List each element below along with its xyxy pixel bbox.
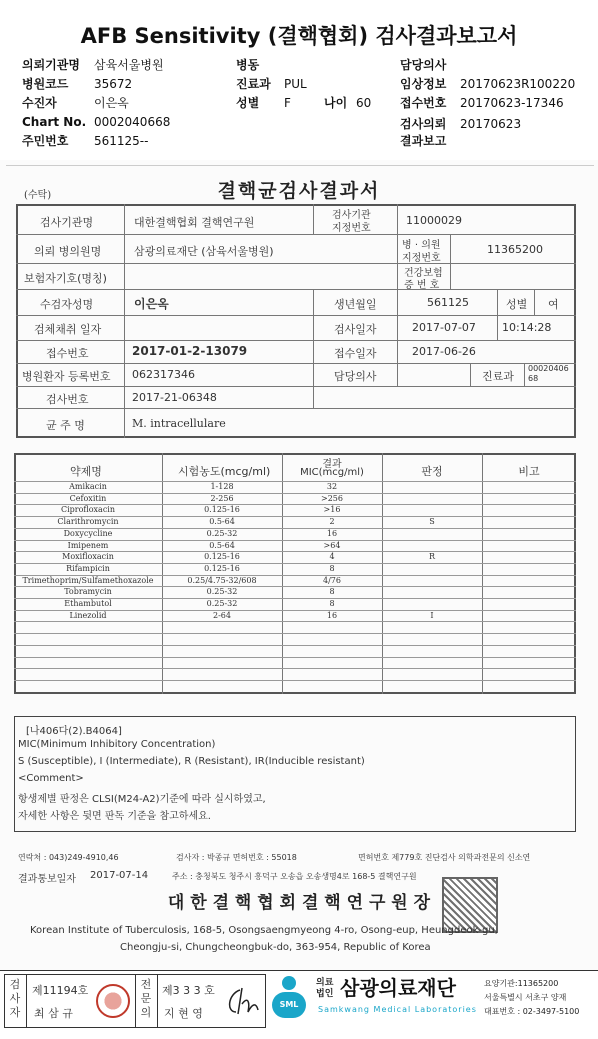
col-range-header: 시험농도(mcg/ml) (178, 465, 271, 478)
institution-row (22, 56, 164, 73)
organism-label: 균 주 명 (46, 419, 85, 432)
address-en-1: Korean Institute of Tuberculosis, 168-5, Osongsaengmyeong 4-ro, Osong-eup, Heungdeok-gu, (30, 925, 498, 936)
hospital-code-label: 병원코드 (22, 77, 69, 91)
chart-value: 0002040668 (94, 115, 171, 129)
receipt-stamp: (수탁) (24, 190, 52, 201)
drug-cell-range: 0.25-32 (206, 587, 238, 597)
doctor-row (400, 56, 460, 73)
doc-label: 담당의사 (334, 370, 377, 383)
drug-cell-mic: 16 (326, 528, 338, 538)
pid-value: 062317346 (132, 368, 195, 381)
org-id: 요양기관:11365200 (484, 979, 559, 988)
org-name: 삼광의료재단 (340, 976, 456, 1000)
drug-cell-range: 0.25-32 (206, 528, 238, 538)
drug-cell-mic: 8 (329, 587, 335, 597)
drug-cell-drug: Amikacin (69, 482, 107, 491)
drug-cell-interp: I (430, 610, 434, 620)
subject-label: 수검자성명 (40, 298, 94, 311)
clinical-value: 20170623R100220 (460, 77, 576, 91)
tester-text: 검사자 : 박종규 면허번호 : 55018 (176, 853, 297, 862)
drug-cell-drug: Linezolid (69, 610, 107, 620)
tester-vertical-label: 검사자 (9, 978, 21, 1019)
drug-cell-mic: >256 (321, 493, 343, 503)
chart-label: Chart No. (22, 115, 87, 129)
collect-label: 검체채취 일자 (34, 323, 102, 336)
insurer-label: 보험자기호(명칭) (24, 272, 107, 285)
address-kr: 주소 : 충청북도 청주시 흥덕구 오송읍 오송생명4로 168-5 결핵연구원 (172, 872, 417, 881)
drug-cell-mic: >64 (323, 540, 341, 550)
drug-cell-range: 2-256 (210, 493, 234, 503)
patient-label: 수진자 (22, 96, 57, 110)
drug-cell-drug: Cefoxitin (69, 493, 107, 503)
health-ins-label-2: 증 번 호 (404, 280, 440, 291)
request-value: 20170623 (460, 117, 522, 131)
col-drug-header: 약제명 (70, 465, 102, 478)
org-type: 의료법인 (316, 978, 334, 999)
doctor-label: 담당의사 (400, 58, 447, 72)
notice-date: 2017-07-14 (90, 870, 149, 881)
scan-top-rule (6, 165, 594, 166)
health-ins-label-1: 건강보험 (404, 268, 443, 279)
comment-line-1: MIC(Minimum Inhibitory Concentration) (18, 739, 216, 750)
drug-cell-mic: 32 (326, 482, 338, 491)
specialist-name: 지 현 영 (164, 1007, 203, 1020)
lab-id-value: 11000029 (406, 214, 462, 227)
drug-cell-drug: Rifampicin (66, 563, 110, 573)
drug-cell-drug: Moxifloxacin (62, 552, 114, 562)
drug-cell-mic: 16 (326, 610, 338, 620)
ref-value: 삼광의료재단 (삼육서울병원) (134, 245, 274, 258)
drug-row-divider (14, 621, 576, 622)
ward-label: 병동 (236, 58, 260, 72)
drug-cell-drug: Trimethoprim/Sulfamethoxazole (22, 575, 154, 585)
drug-cell-drug: Tobramycin (64, 587, 112, 597)
receipt-row (400, 94, 564, 111)
accn-value: 2017-01-2-13079 (132, 344, 248, 358)
col-note-header: 비고 (518, 465, 540, 478)
age-label: 나이 (324, 96, 348, 110)
comment-line-5: 자세한 사항은 뒷면 판독 기준을 참고하세요. (18, 811, 211, 822)
sex-value-scan: 여 (548, 298, 559, 311)
test-no-label: 검사번호 (46, 393, 89, 406)
rrn-value: 561125-- (94, 134, 149, 148)
drug-cell-range: 2-64 (213, 610, 231, 620)
drug-cell-range: 0.125-16 (204, 505, 240, 515)
org-name-scan: 대 한 결 핵 협 회 결 핵 연 구 원 장 (167, 893, 431, 913)
comment-line-4: 항생제별 판정은 CLSI(M24-A2)기준에 따라 실시하였고, (18, 794, 266, 805)
lab-id-label-2: 지정번호 (332, 223, 371, 234)
dept-label-scan: 진료과 (482, 370, 514, 383)
accn-label: 접수번호 (46, 347, 89, 360)
test-no-value: 2017-21-06348 (132, 391, 217, 404)
lab-label: 검사기관명 (40, 216, 94, 229)
drug-cell-mic: 2 (329, 517, 335, 527)
ref-id-label-1: 병 · 의원 (402, 240, 441, 251)
receipt-value: 20170623-17346 (460, 96, 564, 110)
drug-cell-mic: 8 (329, 563, 335, 573)
drug-cell-interp: R (428, 552, 436, 562)
request-label: 검사의뢰 (400, 117, 447, 131)
hospital-code-value: 35672 (94, 77, 133, 91)
test-date-label: 검사일자 (334, 323, 377, 336)
subject-value: 이은옥 (134, 297, 169, 311)
pid-label: 병원환자 등록번호 (22, 370, 111, 383)
rrn-label: 주민번호 (22, 134, 69, 148)
drug-cell-drug: Doxycycline (63, 528, 113, 538)
organism-value: M. intracellulare (132, 417, 226, 430)
hospital-code-row (22, 75, 132, 92)
drug-row-divider (14, 668, 576, 669)
test-time-value: 10:14:28 (502, 321, 552, 334)
lab-value: 대한결핵협회 결핵연구원 (134, 216, 255, 229)
comment-code: [나406다(2).B4064] (26, 726, 122, 737)
org-name-en: Samkwang Medical Laboratories (318, 1005, 477, 1014)
col-mic-header: MIC(mcg/ml) (300, 467, 364, 478)
tester-license: 제11194호 (32, 984, 89, 997)
accn-date-label: 접수일자 (334, 347, 377, 360)
clinical-label: 임상정보 (400, 77, 447, 91)
drug-row-divider (14, 645, 576, 646)
dept-row (236, 75, 307, 92)
drug-row-divider (14, 680, 576, 681)
drug-cell-range: 0.125-16 (204, 563, 240, 573)
patient-row (22, 94, 129, 111)
specialist-vertical-label: 전문의 (140, 978, 152, 1019)
notice-label: 결과통보일자 (18, 874, 76, 885)
chart-row (22, 115, 170, 129)
drug-cell-range: 0.25-32 (206, 599, 238, 608)
comment-line-3: <Comment> (18, 773, 84, 784)
request-row (400, 115, 521, 132)
sex-label: 성별 (236, 96, 260, 110)
address-en-2: Cheongju-si, Chungcheongbuk-do, 363-954, Republic of Korea (120, 942, 431, 953)
drug-cell-drug: Imipenem (67, 540, 109, 550)
col-result-header: 결과 (322, 459, 342, 470)
dob-value: 561125 (427, 296, 469, 309)
sex-value: F (284, 96, 291, 110)
drug-cell-range: 1-128 (210, 482, 234, 491)
drug-cell-mic: 4 (329, 552, 335, 562)
comment-line-2: S (Susceptible), I (Intermediate), R (Resistant), IR(Inducible resistant) (18, 756, 365, 767)
drug-cell-range: 0.5-64 (209, 517, 235, 527)
org-phone: 대표번호 : 02-3497-5100 (484, 1007, 580, 1016)
report-title: AFB Sensitivity (결핵협회) 검사결과보고서 (80, 24, 518, 48)
report-date-row (400, 132, 460, 149)
dept-value-scan: 00020406 68 (528, 364, 569, 383)
rrn-row (22, 132, 148, 149)
col-interp-header: 판정 (421, 465, 443, 478)
test-date-value: 2017-07-07 (412, 321, 476, 334)
patient-value: 이은옥 (94, 96, 129, 110)
dept-value: PUL (284, 77, 307, 91)
drug-cell-mic: 4/76 (323, 575, 341, 585)
sex-label-scan: 성별 (506, 298, 528, 311)
ref-label: 의뢰 병의원명 (34, 245, 102, 258)
sml-logo-icon (272, 976, 308, 1020)
receipt-label: 접수번호 (400, 96, 447, 110)
drug-cell-mic: 8 (329, 599, 335, 608)
drug-cell-range: 0.5-64 (209, 540, 235, 550)
age-value: 60 (356, 96, 372, 110)
tester-seal (96, 984, 130, 1018)
drug-row-divider (14, 657, 576, 658)
accn-date-value: 2017-06-26 (412, 345, 476, 358)
institution-label: 의뢰기관명 (22, 58, 80, 72)
drug-cell-drug: Clarithromycin (57, 517, 119, 527)
drug-cell-interp: S (429, 517, 435, 527)
sex-row (236, 94, 371, 111)
drug-cell-range: 0.25/4.75-32/608 (187, 575, 257, 585)
specialist-signature (222, 984, 262, 1020)
dept-label: 진료과 (236, 77, 271, 91)
lab-id-label-1: 검사기관 (332, 210, 371, 221)
director-text: 면허번호 제779호 진단검사 의학과전문의 신소연 (358, 853, 531, 862)
ward-row (236, 56, 284, 73)
clinical-row (400, 75, 575, 92)
drug-cell-drug: Ciprofloxacin (60, 505, 116, 515)
contact-text: 연락처 : 043)249-4910,46 (18, 853, 119, 862)
drug-cell-range: 0.125-16 (204, 552, 240, 562)
drug-cell-mic: >16 (323, 505, 341, 515)
ref-id-label-2: 지정번호 (402, 253, 441, 264)
ref-id-value: 11365200 (487, 243, 543, 256)
report-date-label: 결과보고 (400, 134, 447, 148)
institution-value: 삼육서울병원 (94, 58, 164, 72)
drug-cell-drug: Ethambutol (64, 599, 112, 608)
org-address: 서울특별시 서초구 양재 (484, 993, 567, 1002)
drug-row-divider (14, 633, 576, 634)
tester-name: 최 삼 규 (34, 1007, 73, 1020)
scan-heading: 결핵균검사결과서 (217, 180, 381, 202)
specialist-license: 제3 3 3 호 (162, 984, 215, 997)
sml-badge: SML (272, 992, 306, 1018)
dob-label: 생년월일 (334, 298, 377, 311)
